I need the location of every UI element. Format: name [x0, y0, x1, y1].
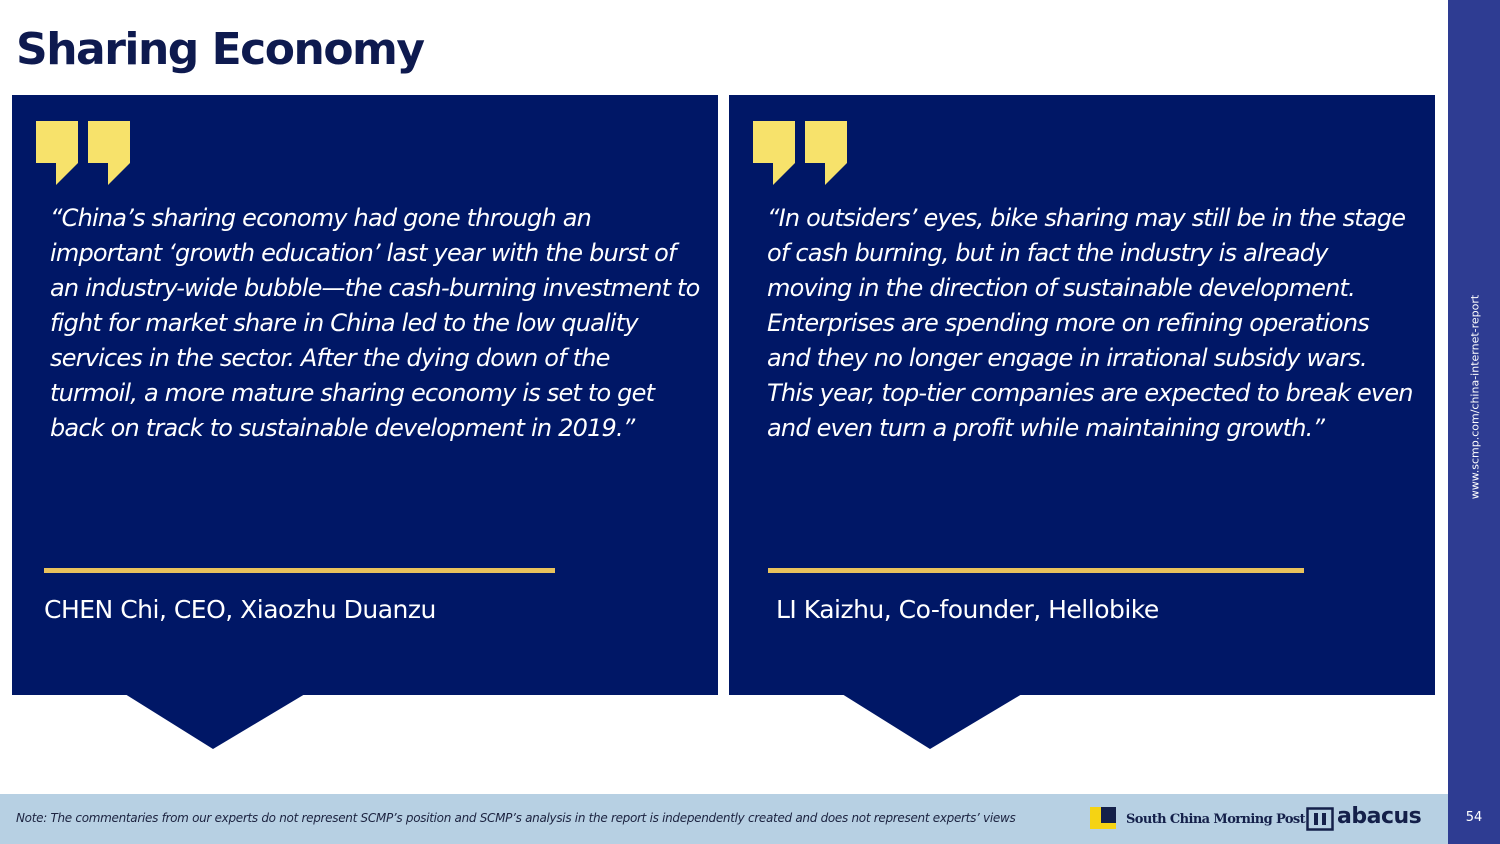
- website-url[interactable]: www.scmp.com/china-internet-report: [1468, 294, 1482, 500]
- quote-attribution: LI Kaizhu, Co-founder, Hellobike: [776, 595, 1159, 624]
- quote-card-chen-chi: [12, 95, 718, 695]
- quote-marks-icon: [36, 121, 136, 187]
- brand-name: abacus: [1337, 804, 1422, 829]
- quote-text: “China’s sharing economy had gone through an important ‘growth education’ last year with the burst of an industry-wide bubble—the cash-burning investment to fight for market share in China led to the low quality services in the sector. After the dying down of the turmoil, a more mature sharing economy is set to get back on track to sustainable development in 2019.”: [50, 204, 700, 442]
- footer-bar: [0, 794, 1448, 844]
- publisher-name: South China Morning Post: [1126, 812, 1306, 827]
- quote-text: “In outsiders’ eyes, bike sharing may still be in the stage of cash burning, but in fact the industry is already moving in the direction of sustainable development. Enterprises are spending more on refining operations and they no longer engage in irrational subsidy wars. This year, top-tier companies are expected to break even and even turn a profit while maintaining growth.”: [767, 204, 1413, 442]
- quote-divider: [768, 568, 1304, 573]
- footer-note: Note: The commentaries from our experts do not represent SCMP’s position and SCMP’s analysis in the report is independently created and does not represent experts’ views: [16, 811, 1016, 825]
- speech-pointer: [125, 694, 305, 750]
- quote-attribution: CHEN Chi, CEO, Xiaozhu Duanzu: [44, 595, 436, 624]
- page-number: 54: [1465, 810, 1483, 825]
- page-title: Sharing Economy: [16, 24, 424, 75]
- abacus-logo-icon: [1306, 807, 1334, 831]
- speech-pointer: [842, 694, 1022, 750]
- quote-marks-icon: [753, 121, 853, 187]
- scmp-logo-icon: [1090, 807, 1116, 829]
- quote-card-li-kaizhu: [729, 95, 1435, 695]
- quote-divider: [44, 568, 555, 573]
